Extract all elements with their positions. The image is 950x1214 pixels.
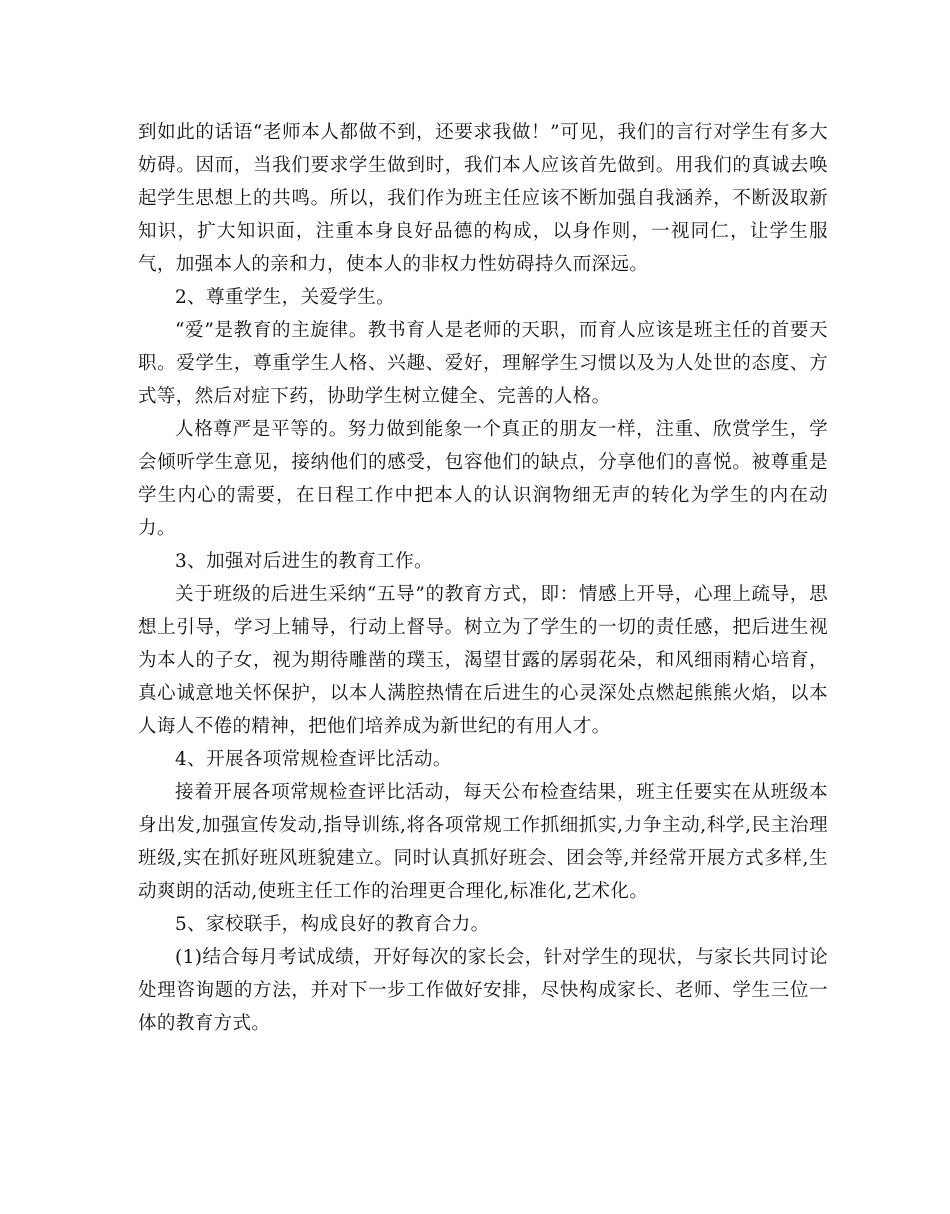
- paragraph: 接着开展各项常规检查评比活动，每天公布检查结果，班主任要实在从班级本身出发,加强宣传发动,指导训练,将各项常规工作抓细抓实,力争主动,科学,民主治理班级,实在抓好班风班貌建立。同时认真抓好班会、团会等,并经常开展方式多样,生动爽朗的活动,使班主任工作的治理更合理化,标准化,艺术化。: [138, 782, 828, 902]
- section-heading: 2、尊重学生，关爱学生。: [175, 287, 396, 308]
- paragraph: 人格尊严是平等的。努力做到能象一个真正的朋友一样，注重、欣赏学生，学会倾听学生意见，接纳他们的感受，包容他们的缺点，分享他们的喜悦。被尊重是学生内心的需要，在日程工作中把本人的认识润物细无声的转化为学生的内在动力。: [138, 419, 828, 539]
- paragraph: 关于班级的后进生采纳“五导”的教育方式，即：情感上开导，心理上疏导，思想上引导，学习上辅导，行动上督导。树立为了学生的一切的责任感，把后进生视为本人的子女，视为期待雕凿的璞玉，渴望甘露的孱弱花朵，和风细雨精心培育，真心诚意地关怀保护，以本人满腔热情在后进生的心灵深处点燃起熊熊火焰，以本人诲人不倦的精神，把他们培养成为新世纪的有用人才。: [138, 584, 828, 737]
- section-heading: 4、开展各项常规检查评比活动。: [175, 749, 452, 770]
- section-heading: 3、加强对后进生的教育工作。: [175, 551, 433, 572]
- document-body: [138, 116, 828, 1040]
- section-heading: 5、家校联手，构成良好的教育合力。: [175, 914, 490, 935]
- paragraph: 到如此的话语“老师本人都做不到，还要求我做！”可见，我们的言行对学生有多大妨碍。因而，当我们要求学生做到时，我们本人应该首先做到。用我们的真诚去唤起学生思想上的共鸣。所以，我们作为班主任应该不断加强自我涵养，不断汲取新知识，扩大知识面，注重本身良好品德的构成，以身作则，一视同仁，让学生服气，加强本人的亲和力，使本人的非权力性妨碍持久而深远。: [138, 122, 828, 275]
- paragraph: (1)结合每月考试成绩，开好每次的家长会，针对学生的现状，与家长共同讨论处理咨询题的方法，并对下一步工作做好安排，尽快构成家长、老师、学生三位一体的教育方式。: [138, 947, 828, 1034]
- paragraph: “爱”是教育的主旋律。教书育人是老师的天职，而育人应该是班主任的首要天职。爱学生，尊重学生人格、兴趣、爱好，理解学生习惯以及为人处世的态度、方式等，然后对症下药，协助学生树立健全、完善的人格。: [138, 320, 828, 407]
